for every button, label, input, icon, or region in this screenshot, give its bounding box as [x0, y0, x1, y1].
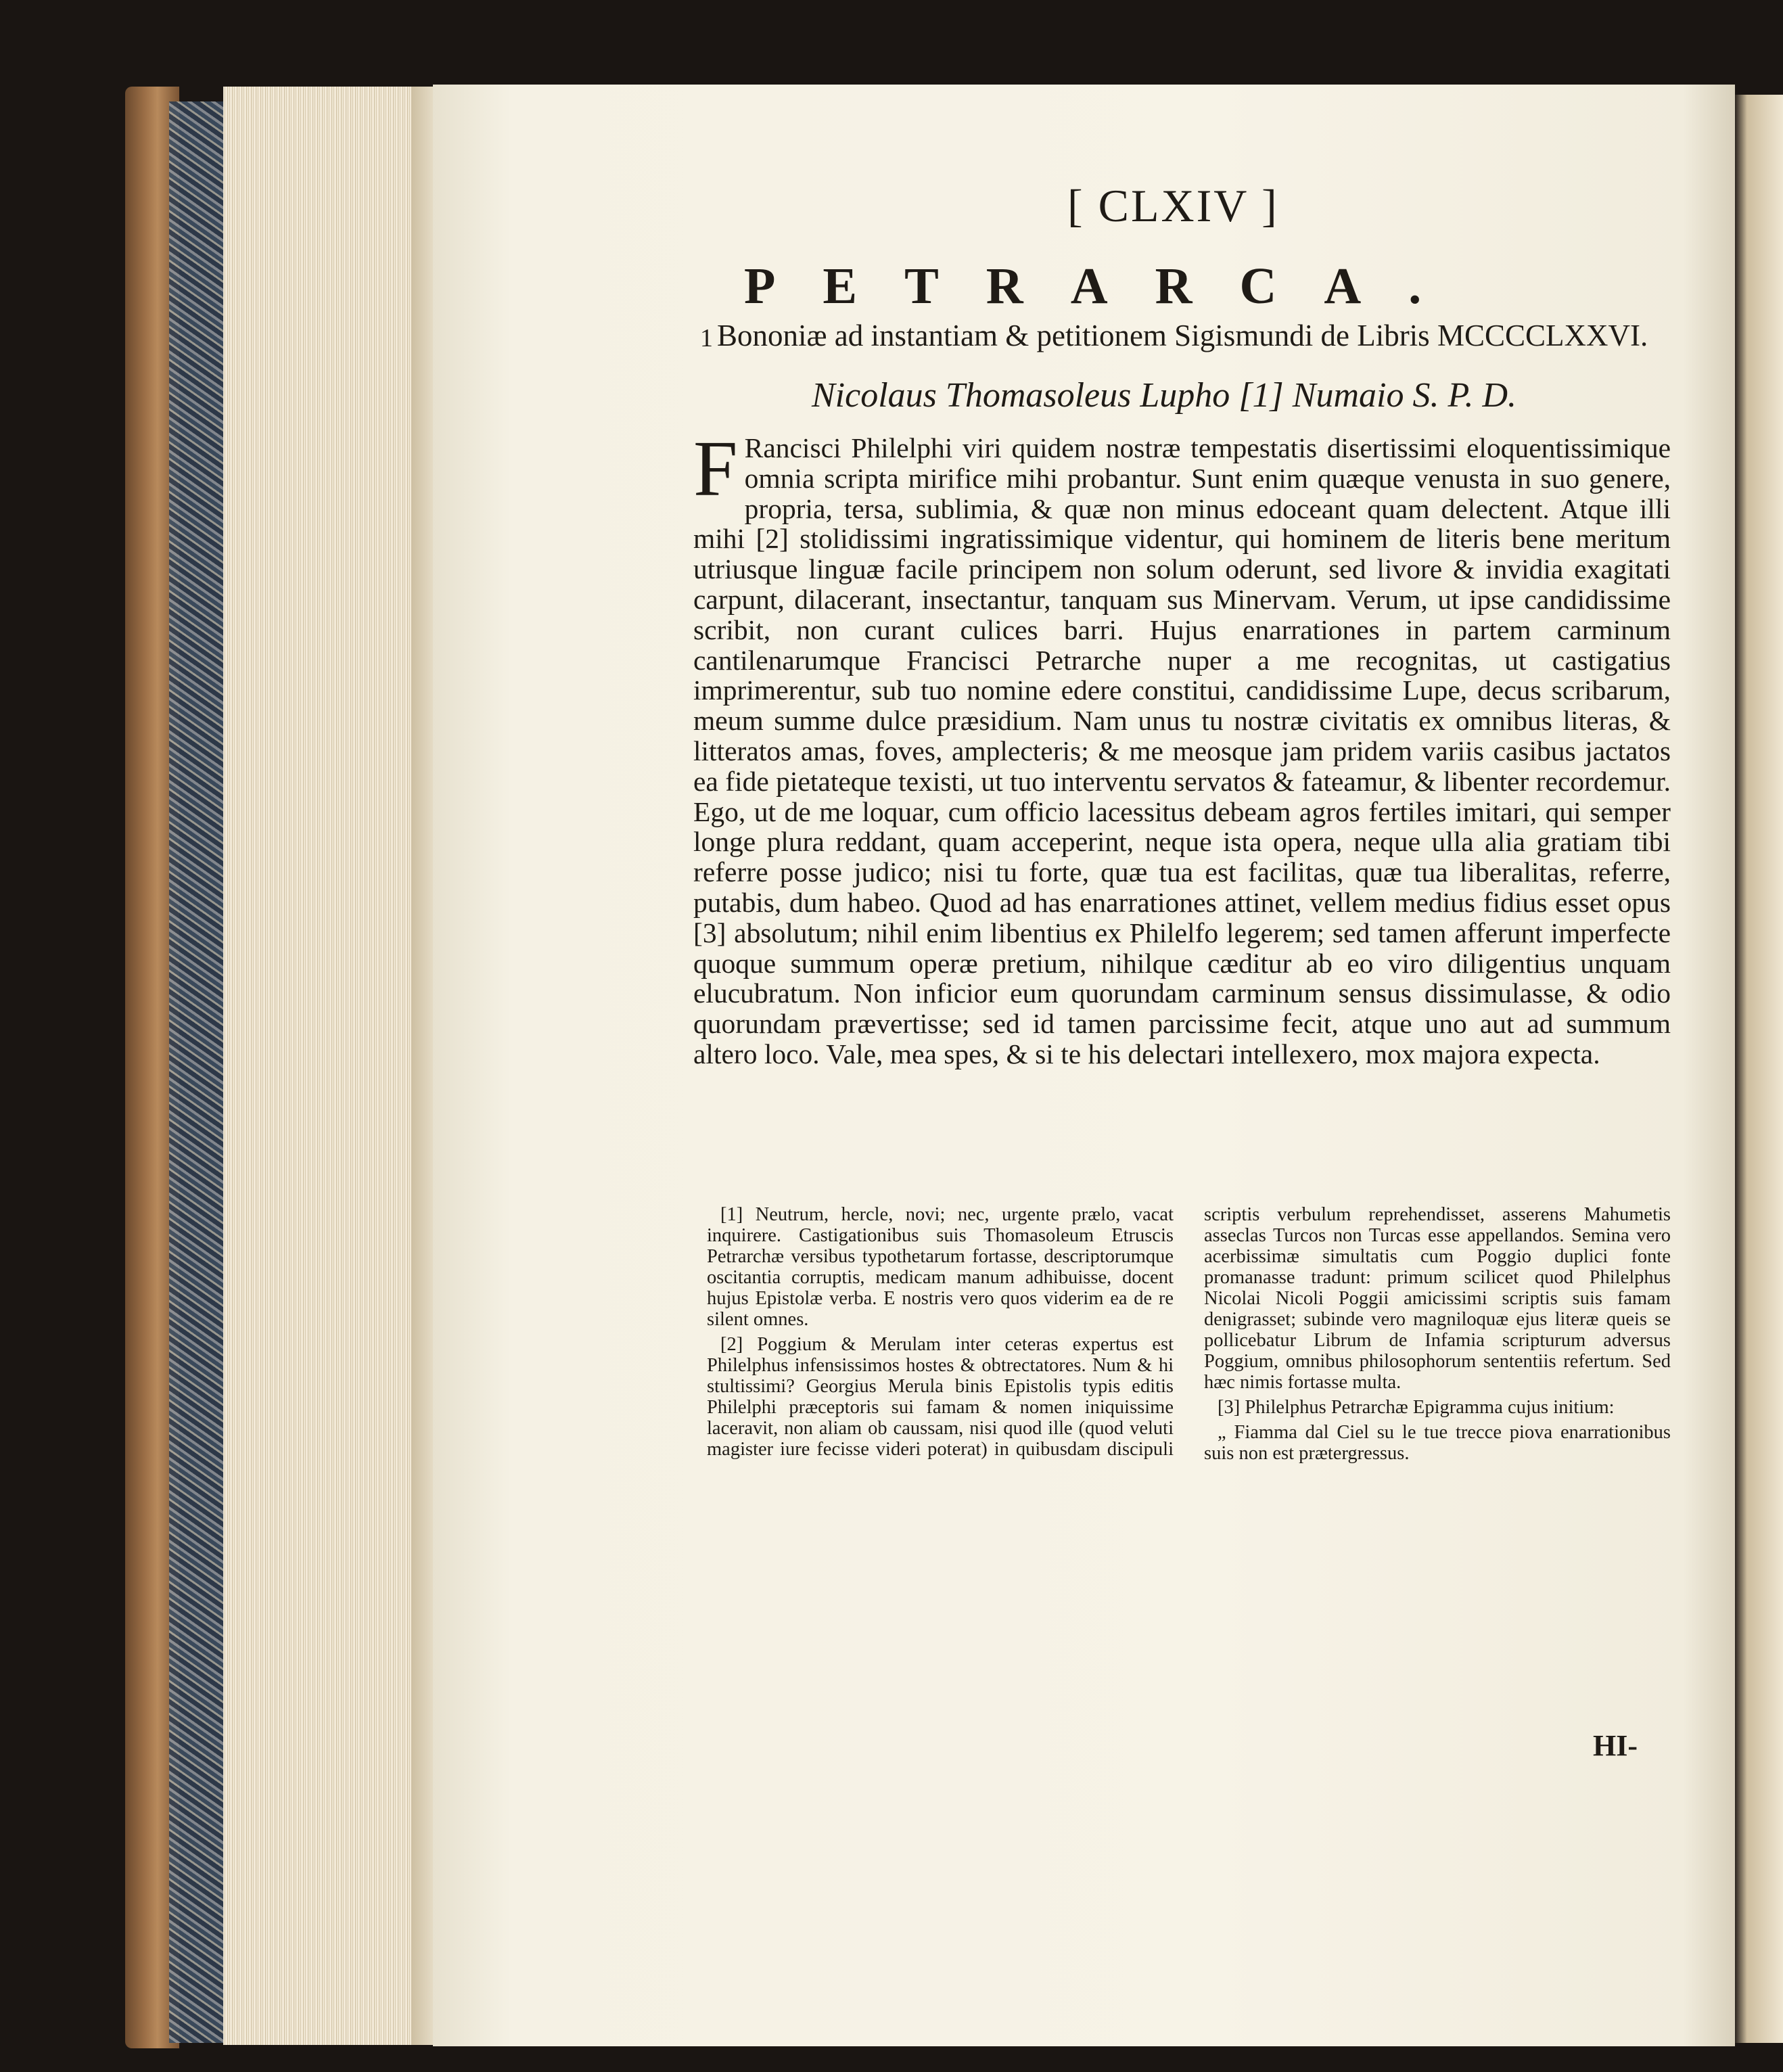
- drop-cap: F: [693, 424, 738, 513]
- imprint-line: Bononiæ ad instantiam & petitionem Sigismundi de Libris MCCCCLXXVI.: [717, 319, 1648, 352]
- letter-text: Rancisci Philelphi viri quidem nostræ tempestatis disertissimi eloquentissimique omnia scripta mirifice mihi probantur. Sunt enim quæque venusta in suo genere, propria, tersa, sublimia, & quæ non minus edoceant quam delectent. Atque illi mihi [2] stolidissimi ingratissimique videntur, qui hominem de literis bene meritum utriusque linguæ facile principem non solum oderunt, sed livore & invidia exagitati carpunt, dilacerant, insectantur, tanquam sus Minervam. Verum, ut ipse candidissime scribit, non curant culices barri. Hujus enarrationes in partem carminum cantilenarumque Francisci Petrarche nuper a me recognitas, ut castigatius imprimerentur, sub tuo nomine edere constitui, candidissime Lupe, decus scribarum, meum summe dulce præsidium. Nam unus tu nostræ civitatis ex omnibus literas, & litteratos amas, foves, amplecteris; & me meosque jam pridem variis casibus jactatos ea fide pietateque texisti, ut tuo interventu servatos & fateamur, & libenter recordemur. Ego, ut de me loquar, cum officio lacessitus debeam agros fertiles imitari, qui semper longe plura reddant, quam acceperint, neque ista opera, neque ulla alia gratiam tibi referre posse judico; nisi tu forte, quæ tua est facilitas, quæ tua liberalitas, referre, putabis, dum habeo. Quod ad has enarrationes attinet, vellem medius fidius esset opus [3] absolutum; nihil enim libentius ex Philelfo legerem; sed tamen afferunt imperfecte quoque summum operæ pretium, nihilque cæditur ab eo viro diligentius unquam elucubratum. Non inficior eum quorundam carminum sensus dissimulasse, & odio quorundam prævertisse; sed id tamen parcissime fecit, atque uno aut ad summum altero loco. Vale, mea spes, & si te his delectari intellexero, mox majora expecta.: [693, 432, 1671, 1069]
- footnote-3-quote: „ Fiamma dal Ciel su le tue trecce piova enarrationibus suis non est prætergressus.: [1204, 1422, 1671, 1464]
- page-number: [ CLXIV ]: [1067, 180, 1279, 231]
- footnote-2: [2] Poggium & Merulam inter ceteras expertus est Philelphus infensissimos hostes & obtrectatores. Num & hi stultissimi? Georgius Merula binis Epistolis typis editis Philelphi præceptoris sui famam & nomen iniquissime laceravit, non aliam ob caussam, nisi quod ille (quod veluti magister iure fecisse videri poterat) in quibusdam discipuli scriptis verbulum reprehendisset, asserens Mahumetis asseclas Turcos non Turcas esse appellandos. Semina vero acerbissimæ simultatis cum Poggio duplici fonte promanasse tradunt: primum scilicet quod Philelphus Nicolai Nicoli Poggii amicissimi scriptis suis famam denigrasset; subinde vero magniloquæ ejus literæ queis se pollicebatur Librum de Infamia scripturum adversus Poggium, omnibus philosophorum sententiis refertum. Sed hæc nimis fortasse multa.: [707, 1204, 1671, 1460]
- footnote-3: [3] Philelphus Petrarchæ Epigramma cujus initium:: [1218, 1397, 1615, 1418]
- imprint-number: 1: [700, 324, 713, 352]
- page-title: PETRARCA.: [744, 258, 1469, 315]
- catchword: HI-: [1593, 1729, 1638, 1762]
- footnotes: [707, 1204, 1671, 1464]
- page-block-edge: [223, 87, 426, 2045]
- footnote-1: [1] Neutrum, hercle, novi; nec, urgente prælo, vacat inquirere. Castigationibus suis Thomasoleum Etruscis Petrarchæ versibus typothetarum fortasse, descriptorumque oscitantia corruptis, medicam manum adhibuisse, docent hujus Epistolæ verba. E nostris vero quos viderim ea de re silent omnes.: [707, 1204, 1174, 1330]
- salutation-heading: Nicolaus Thomasoleus Lupho [1] Numaio S. P. D.: [812, 376, 1517, 415]
- letter-body: [693, 424, 1671, 1069]
- facing-page-edge: [1735, 95, 1783, 2043]
